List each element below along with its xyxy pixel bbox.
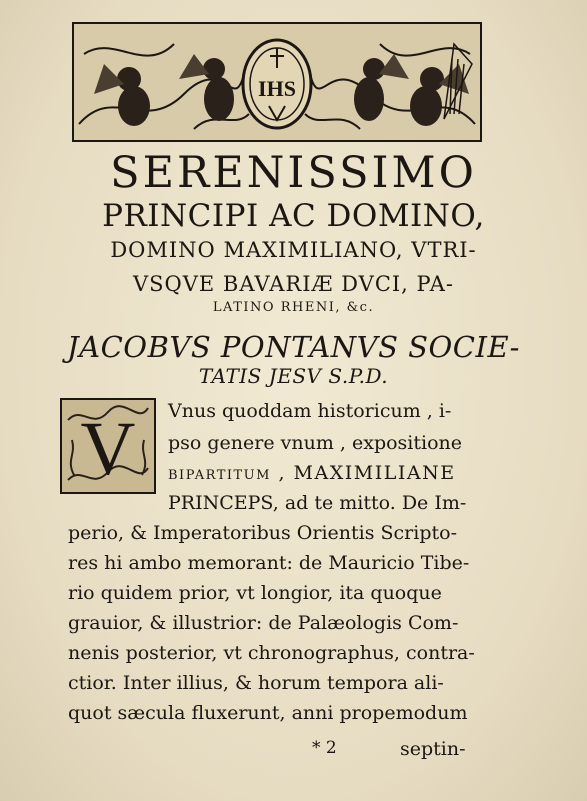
headpiece-monogram: IHS xyxy=(258,76,296,101)
body-line-11: quot sæcula fluxerunt, anni propemodum xyxy=(68,702,468,724)
title-line-2: PRINCIPI AC DOMINO, xyxy=(102,198,485,234)
body-line-4: PRINCEPS, ad te mitto. De Im- xyxy=(168,492,467,514)
body-line-7: rio quidem prior, vt longior, ita quoque xyxy=(68,582,442,604)
title-line-1: SERENISSIMO xyxy=(110,148,477,198)
decorated-initial xyxy=(60,398,156,494)
catchword: septin- xyxy=(400,738,466,760)
initial-letter: V xyxy=(80,407,136,491)
title-line-4: VSQVE BAVARIÆ DVCI, PA- xyxy=(132,272,454,296)
body-line-6: res hi ambo memorant: de Mauricio Tibe- xyxy=(68,552,470,574)
body-line-2: pso genere vnum , expositione xyxy=(168,432,463,454)
signature-mark: * 2 xyxy=(312,738,337,758)
body-line-9: nenis posterior, vt chronographus, contra- xyxy=(68,642,475,664)
author-line-2: TATIS JESV S.P.D. xyxy=(198,364,389,388)
title-line-5: LATINO RHENI, &c. xyxy=(212,300,375,315)
body-line-3: bipartitum , MAXIMILIANE xyxy=(168,462,456,484)
body-line-8: grauior, & illustrior: de Palæologis Com- xyxy=(68,612,459,634)
body-line-10: ctior. Inter illius, & horum tempora ali- xyxy=(68,672,444,694)
author-line-1: JACOBVS PONTANVS SOCIE- xyxy=(67,330,520,364)
decorative-headpiece xyxy=(72,22,482,142)
body-line-1: Vnus quoddam historicum , i- xyxy=(168,400,452,422)
title-line-3: DOMINO MAXIMILIANO, VTRI- xyxy=(110,238,477,262)
body-line-5: perio, & Imperatoribus Orientis Scripto- xyxy=(68,522,457,544)
